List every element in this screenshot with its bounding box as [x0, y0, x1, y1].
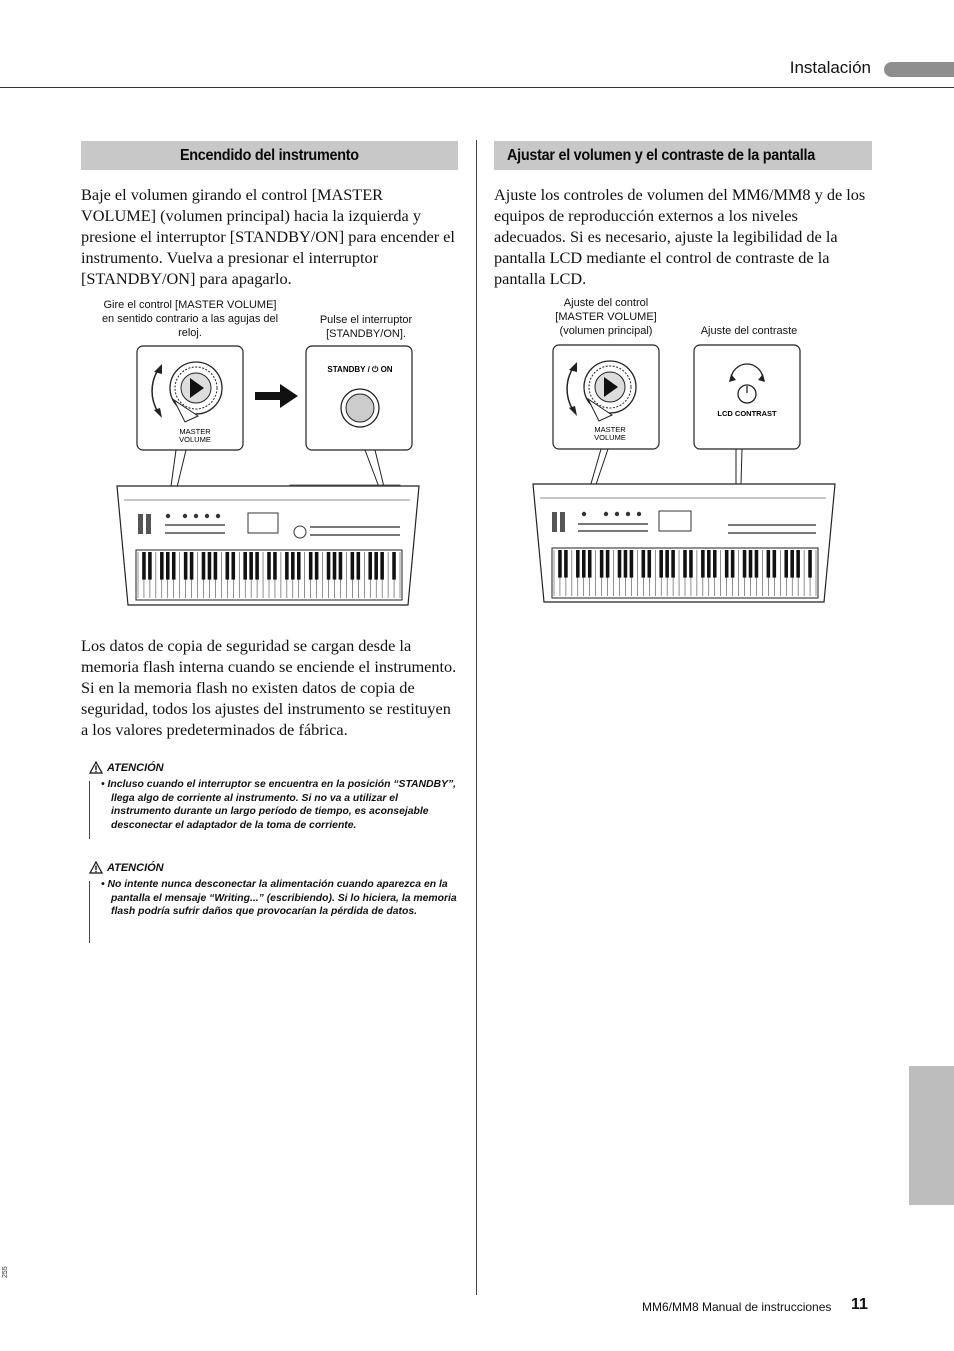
header-section-title: Instalación: [789, 58, 871, 77]
footer-page-number: 11: [851, 1296, 868, 1313]
black-key: [713, 550, 717, 578]
black-key: [255, 552, 259, 580]
black-key: [309, 552, 313, 580]
black-key: [647, 550, 651, 578]
black-key: [588, 550, 592, 578]
black-key: [267, 552, 271, 580]
black-key: [291, 552, 295, 580]
black-key: [558, 550, 562, 578]
black-key: [160, 552, 164, 580]
black-key: [339, 552, 343, 580]
black-key: [172, 552, 176, 580]
black-key: [749, 550, 753, 578]
black-key: [368, 552, 372, 580]
black-key: [208, 552, 212, 580]
black-key: [166, 552, 170, 580]
black-key: [582, 550, 586, 578]
black-key: [351, 552, 355, 580]
volume-contrast-illustration: [528, 340, 843, 610]
caption-switch: Pulse el interruptor [STANDBY/ON].: [319, 314, 413, 340]
warning-triangle-icon: [89, 861, 103, 874]
black-key: [701, 550, 705, 578]
black-key: [624, 550, 628, 578]
black-key: [315, 552, 319, 580]
svg-text:VOLUME: VOLUME: [179, 435, 211, 444]
warning-text-1: • Incluso cuando el interruptor se encuentra en la posición “STANDBY”, llega algo de corriente al instrumento. Si no va a utilizar el instrumento durante un largo período de tiempo, es aconsejable desconectar el adaptador de la toma de corriente.: [101, 779, 457, 831]
svg-text:MASTER: MASTER: [594, 425, 626, 434]
black-key: [148, 552, 152, 580]
warning-title-2: ATENCIÓN: [89, 861, 459, 874]
warning-block-1: [89, 761, 459, 839]
power-on-illustration: [110, 340, 430, 610]
left-body-paragraph: Los datos de copia de seguridad se cargan desde la memoria flash interna cuando se enciende el instrumento. Si en la memoria flash no existen datos de copia de seguridad, todos los ajustes del instrumento se restituyen a los valores predeterminados de fábrica.: [81, 636, 457, 739]
black-key: [683, 550, 687, 578]
footer-manual-title: MM6/MM8 Manual de instrucciones: [642, 1300, 832, 1314]
black-key: [392, 552, 396, 580]
svg-text:MASTER: MASTER: [179, 427, 211, 436]
black-key: [600, 550, 604, 578]
warning-block-2: [89, 861, 459, 943]
black-key: [142, 552, 146, 580]
keyboard-illustration-right: [533, 484, 835, 602]
black-key: [297, 552, 301, 580]
black-key: [249, 552, 253, 580]
black-key: [767, 550, 771, 578]
black-key: [285, 552, 289, 580]
svg-text:LCD CONTRAST: LCD CONTRAST: [717, 409, 777, 418]
footer-print-code: 255: [2, 1266, 9, 1278]
black-key: [357, 552, 361, 580]
black-key: [243, 552, 247, 580]
black-key: [659, 550, 663, 578]
black-key: [214, 552, 218, 580]
black-key: [273, 552, 277, 580]
black-key: [606, 550, 610, 578]
keyboard-illustration-left: [117, 485, 419, 605]
black-key: [773, 550, 777, 578]
black-key: [642, 550, 646, 578]
warning-triangle-icon: [89, 761, 103, 774]
black-key: [231, 552, 235, 580]
black-key: [576, 550, 580, 578]
right-intro-paragraph: Ajuste los controles de volumen del MM6/MM8 y de los equipos de reproducción externos a los niveles adecuados. Si es necesario, ajuste la legibilidad de la pantalla LCD mediante el control de contraste de la pantalla LCD.: [494, 185, 866, 288]
black-key: [755, 550, 759, 578]
caption-volume: Ajuste del control [MASTER VOLUME] (volumen principal): [555, 297, 657, 337]
black-key: [731, 550, 735, 578]
black-key: [790, 550, 794, 578]
caption-knob: Gire el control [MASTER VOLUME] en sentido contrario a las agujas del reloj.: [101, 299, 279, 339]
black-key: [618, 550, 622, 578]
left-intro-paragraph: Baje el volumen girando el control [MASTER VOLUME] (volumen principal) hacia la izquierda y presione el interruptor [STANDBY/ON] para encender el instrumento. Vuelva a presionar el interruptor [STANDBY/ON] para apagarlo.: [81, 185, 455, 288]
black-key: [725, 550, 729, 578]
black-key: [380, 552, 384, 580]
black-key: [202, 552, 206, 580]
warning-text-2: • No intente nunca desconectar la alimentación cuando aparezca en la pantalla el mensaje “Writing...” (escribiendo). Si lo hiciera, la memoria flash podría sufrir daños que provocarían la pérdida de datos.: [101, 879, 457, 918]
side-thumb-tab: [909, 1066, 954, 1205]
black-key: [707, 550, 711, 578]
svg-text:STANDBY / ⏻ ON: STANDBY / ⏻ ON: [327, 365, 393, 374]
left-section-heading: Encendido del instrumento: [81, 141, 458, 170]
caption-contrast: Ajuste del contraste: [700, 325, 798, 337]
black-key: [743, 550, 747, 578]
column-divider: [476, 140, 477, 1295]
black-key: [333, 552, 337, 580]
warning-title-1: ATENCIÓN: [89, 761, 459, 774]
black-key: [784, 550, 788, 578]
black-key: [184, 552, 188, 580]
black-key: [564, 550, 568, 578]
header-tab-marker: [884, 62, 954, 77]
black-key: [374, 552, 378, 580]
black-key: [665, 550, 669, 578]
svg-text:VOLUME: VOLUME: [594, 433, 626, 442]
black-key: [327, 552, 331, 580]
black-key: [226, 552, 230, 580]
black-key: [190, 552, 194, 580]
right-section-heading: Ajustar el volumen y el contraste de la pantalla: [494, 141, 872, 170]
black-key: [808, 550, 812, 578]
black-key: [796, 550, 800, 578]
black-key: [630, 550, 634, 578]
black-key: [689, 550, 693, 578]
black-key: [671, 550, 675, 578]
arrow-right-icon: [255, 384, 298, 408]
header-rule: [0, 87, 954, 88]
